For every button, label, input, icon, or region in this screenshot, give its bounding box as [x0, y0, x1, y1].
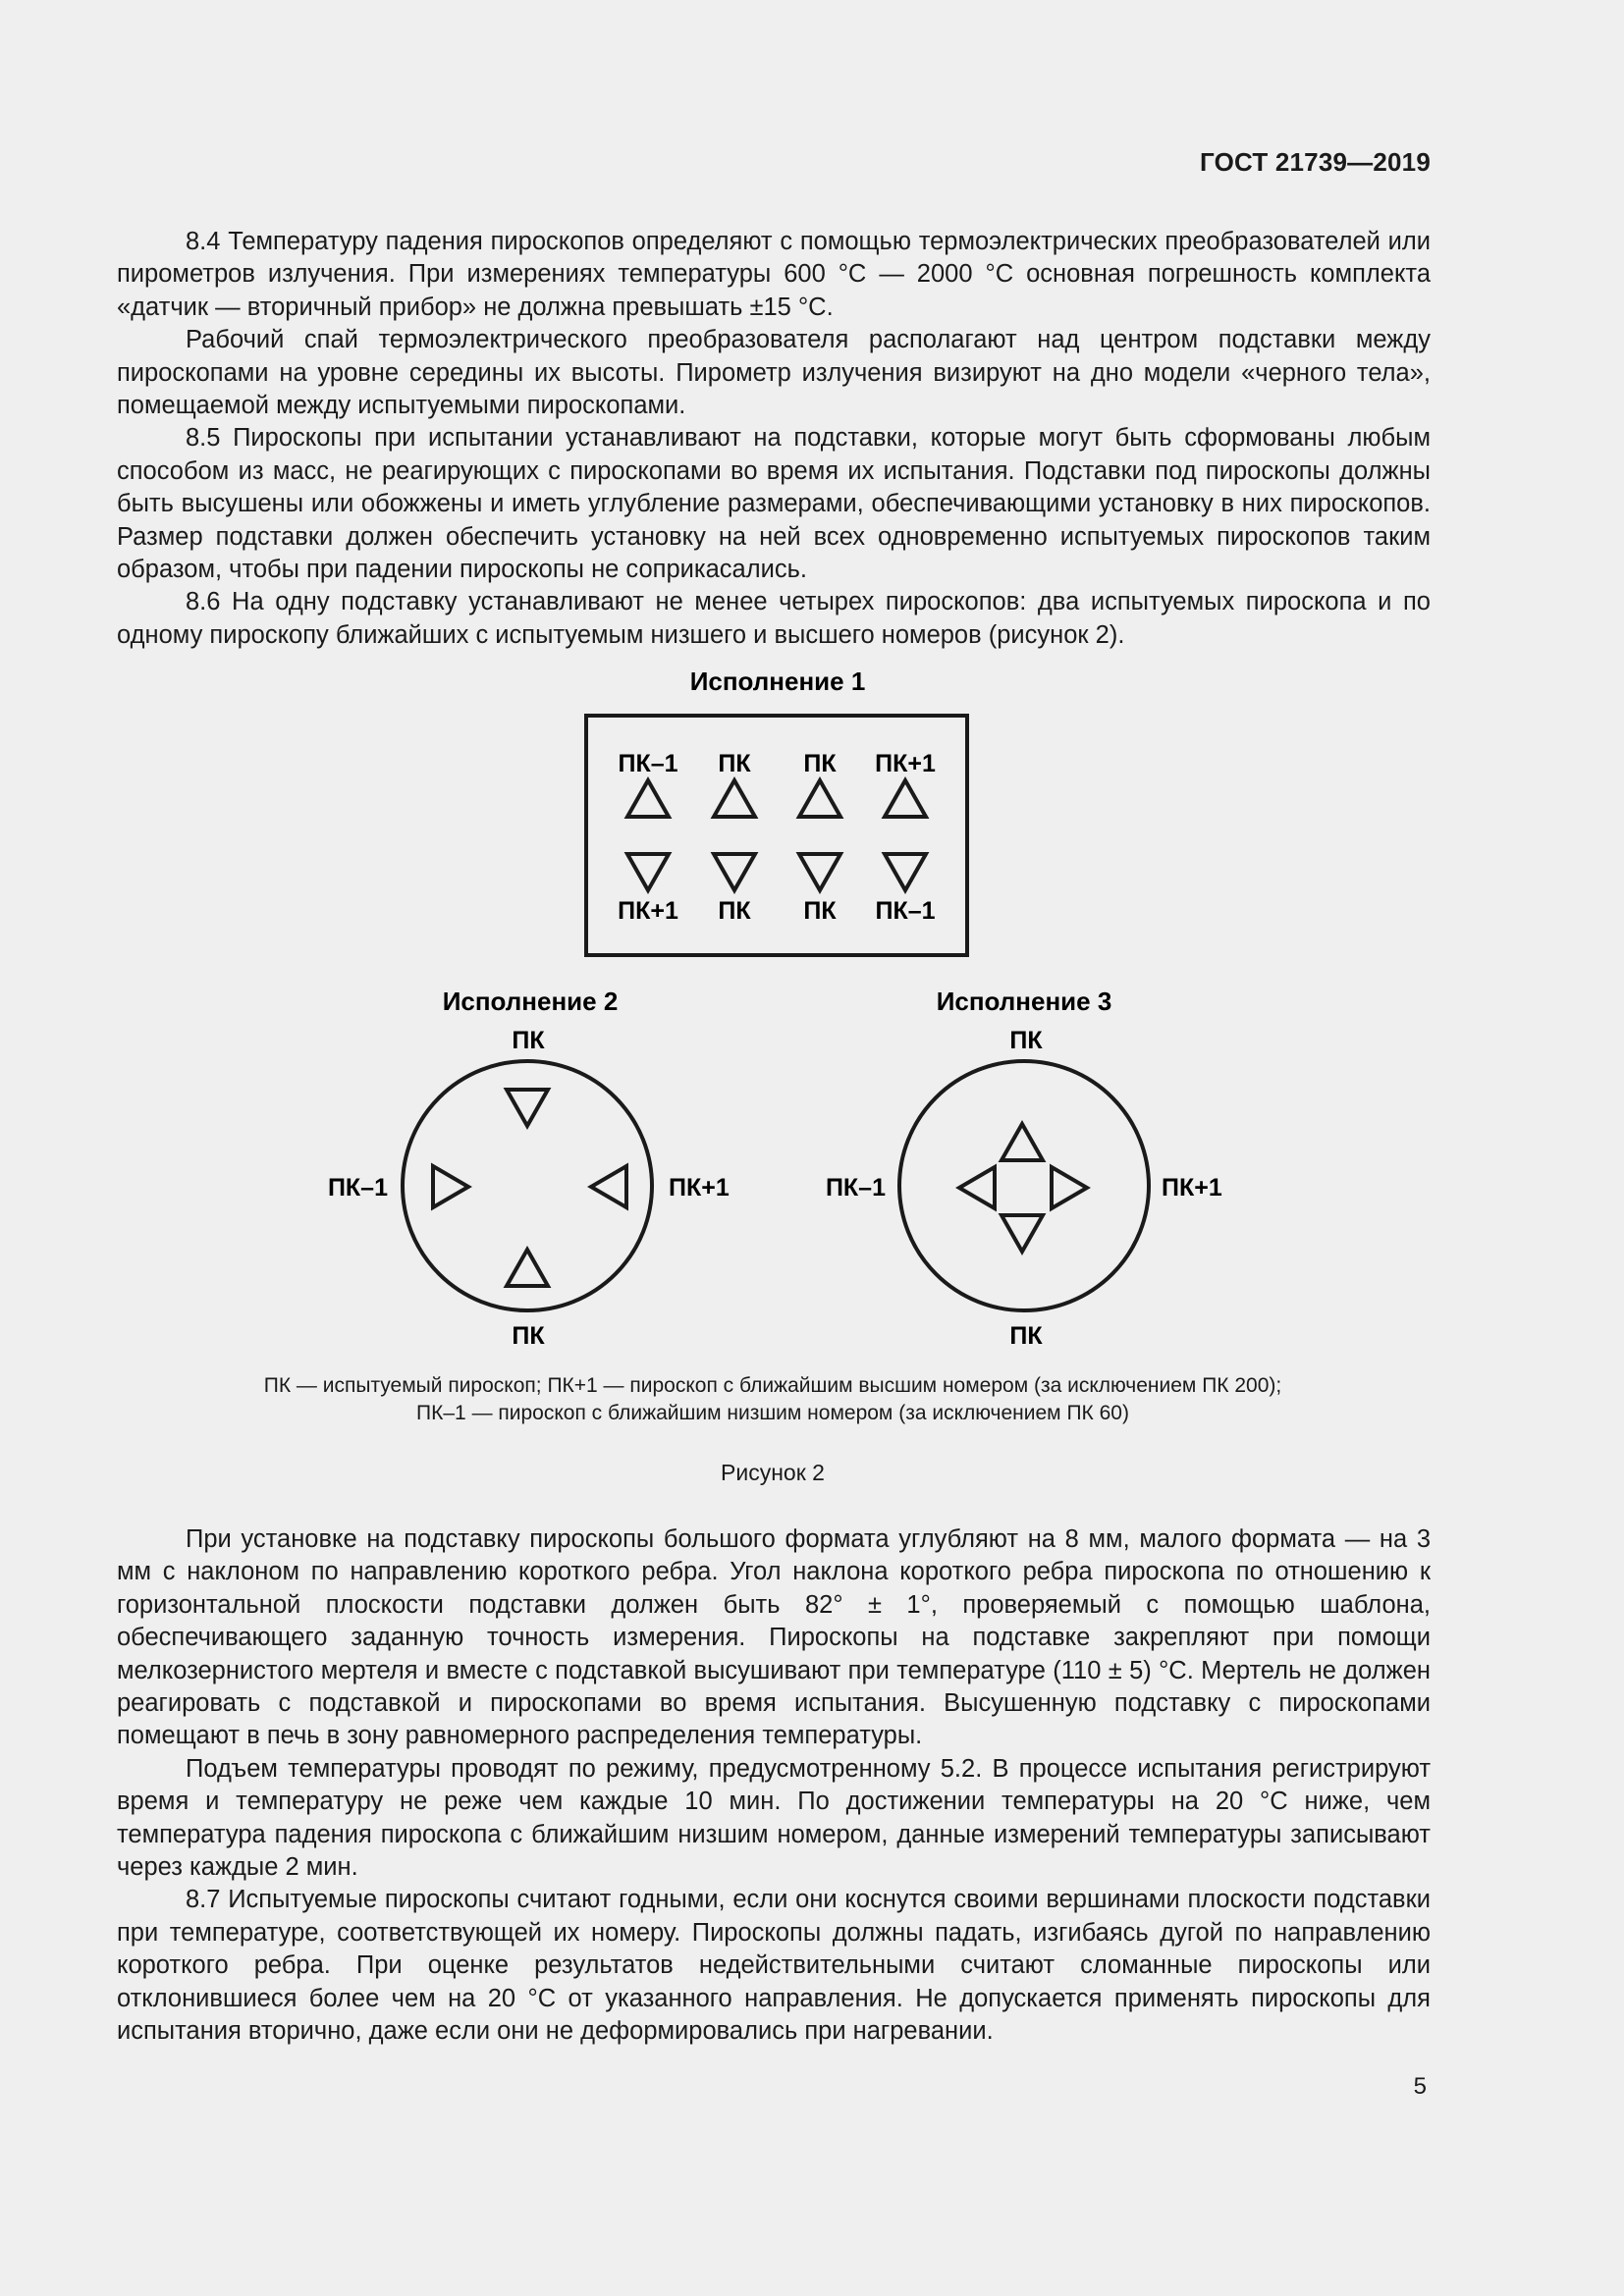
figure-legend [0, 1372, 1545, 1427]
variant1-title: Исполнение 1 [689, 667, 866, 696]
variant1-bottom-label-1: ПК+1 [618, 897, 678, 925]
document-header: ГОСТ 21739—2019 [1200, 147, 1431, 177]
legend-line-1: ПК — испытуемый пироскоп; ПК+1 — пироскоп с ближайшим высшим номером (за исключением ПК 200); [263, 1374, 1282, 1397]
variant2-top-label: ПК [512, 1027, 545, 1054]
variant1-top-label-3: ПК [803, 750, 837, 777]
variant1-top-label-2: ПК [718, 750, 751, 777]
variant3-title: Исполнение 3 [936, 987, 1112, 1016]
paragraph-8-5: 8.5 Пироскопы при испытании устанавливают на подставки, которые могут быть сформованы любым способом из масс, не реагирующих с пироскопами во время их испытания. Подставки под пироскопы должны быть высушены или обожжены и иметь углубление размерами, обеспечивающими установку в них пироскопов. Размер подставки должен обеспечить установку на ней всех одновременно испытуемых пироскопов таким образом, чтобы при падении пироскопы не соприкасались. [117, 424, 1431, 584]
variant1-down-triangle-4 [885, 854, 926, 890]
variant3-right-label: ПК+1 [1162, 1174, 1222, 1201]
variant1-top-label-1: ПК–1 [618, 750, 678, 777]
variant2-right-label: ПК+1 [669, 1174, 730, 1201]
variant3-down-triangle [1001, 1215, 1043, 1252]
paragraph-heating: Подъем температуры проводят по режиму, предусмотренному 5.2. В процессе испытания регистрируют время и температуру не реже чем каждые 10 мин. По достижении температуры на 20 °С ниже, чем температура падения пироскопа с ближайшим низшим номером, данные измерений температуры записывают через каждые 2 мин. [117, 1754, 1431, 1882]
variant1-bottom-label-2: ПК [718, 897, 751, 925]
variant2-title: Исполнение 2 [442, 987, 619, 1016]
paragraph-mounting: При установке на подставку пироскопы большого формата углубляют на 8 мм, малого формата — на 3 мм с наклоном по направлению короткого ребра. Угол наклона короткого ребра пироскопа по отношению к горизонтальной плоскости подставки должен быть 82° ± 1°, проверяемый с помощью шаблона, обеспечивающего заданную точность измерения. Пироскопы на подставке закрепляют при помощи мелкозернистого мертеля и вместе с подставкой высушивают при температуре (110 ± 5) °С. Мертель не должен реагировать с подставкой и пироскопами во время испытания. Высушенную подставку с пироскопами помещают в печь в зону равномерного распределения температуры. [117, 1525, 1431, 1750]
variant3-left-triangle [959, 1167, 995, 1208]
variant3-right-triangle [1052, 1167, 1087, 1208]
variant1-up-triangle-2 [714, 780, 755, 817]
variant1-bottom-label-4: ПК–1 [875, 897, 936, 925]
variant2-down-triangle [507, 1090, 548, 1126]
variant1-up-triangle-3 [799, 780, 840, 817]
legend-line-2: ПК–1 — пироскоп с ближайшим низшим номером (за исключением ПК 60) [416, 1402, 1129, 1424]
variant3-stand [899, 1061, 1149, 1310]
variant1-up-triangle-1 [627, 780, 669, 817]
text-block-bottom [117, 1523, 1431, 2049]
paragraph-hot-junction: Рабочий спай термоэлектрического преобразователя располагают над центром подставки между пироскопами на уровне середины их высоты. Пирометр излучения визируют на дно модели «черного тела», помещаемой между испытуемыми пироскопами. [117, 326, 1431, 420]
variant1-up-triangle-4 [885, 780, 926, 817]
variant1-bottom-label-3: ПК [803, 897, 837, 925]
variant1-top-label-4: ПК+1 [875, 750, 936, 777]
variant3-up-triangle [1001, 1124, 1043, 1160]
paragraph-8-4: 8.4 Температуру падения пироскопов определяют с помощью термоэлектрических преобразователей или пирометров излучения. При измерениях температуры 600 °С — 2000 °С основная погрешность комплекта «датчик — вторичный прибор» не должна превышать ±15 °С. [117, 228, 1431, 321]
variant2-bottom-label: ПК [512, 1322, 545, 1350]
variant2-left-triangle [591, 1166, 626, 1207]
variant2-stand [403, 1061, 652, 1310]
variant1-down-triangle-3 [799, 854, 840, 890]
page-number: 5 [1413, 2073, 1427, 2100]
variant2-left-label: ПК–1 [327, 1174, 388, 1201]
paragraph-8-6: 8.6 На одну подставку устанавливают не менее четырех пироскопов: два испытуемых пироскопа и по одному пироскопу ближайших с испытуемым низшего и высшего номеров (рисунок 2). [117, 588, 1431, 649]
variant3-left-label: ПК–1 [825, 1174, 886, 1201]
variant3-bottom-label: ПК [1009, 1322, 1043, 1350]
paragraph-8-7: 8.7 Испытуемые пироскопы считают годными, если они коснутся своими вершинами плоскости подставки при температуре, соответствующей их номеру. Пироскопы должны падать, изгибаясь дугой по направлению короткого ребра. При оценке результатов недействительными считают сломанные пироскопы или отклонившиеся более чем на 20 °С от указанного направления. Не допускается применять пироскопы для испытания вторично, даже если они не деформировались при нагревании. [117, 1886, 1431, 2046]
text-block-top [117, 226, 1431, 652]
variant2-right-triangle [433, 1166, 468, 1207]
variant1-down-triangle-2 [714, 854, 755, 890]
variant3-top-label: ПК [1009, 1027, 1043, 1054]
figure-caption: Рисунок 2 [721, 1460, 825, 1485]
variant1-down-triangle-1 [627, 854, 669, 890]
variant2-up-triangle [507, 1250, 548, 1286]
